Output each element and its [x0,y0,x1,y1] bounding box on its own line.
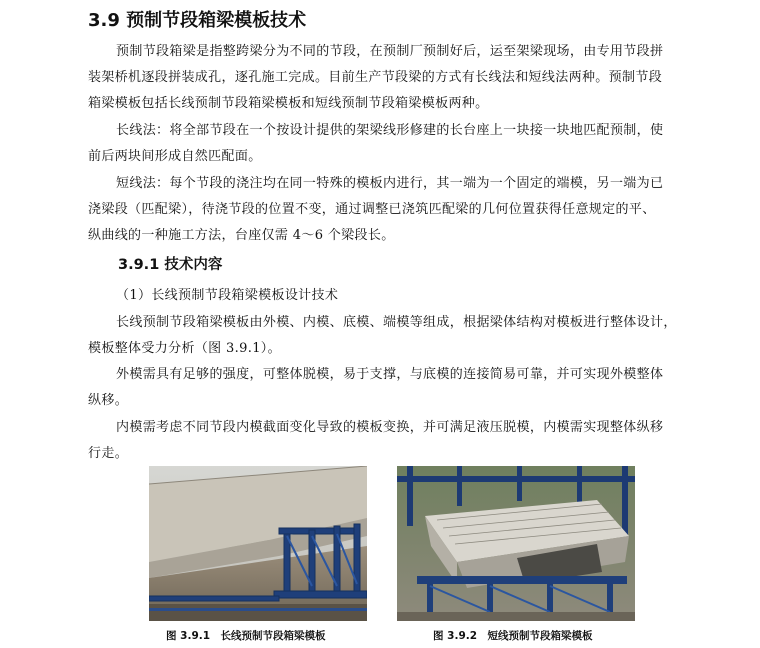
paragraph-line: 纵曲线的一种施工方法，台座仅需 4～6 个梁段长。 [88,228,395,243]
paragraph-line: 浇梁段（匹配梁），待浇节段的位置不变，通过调整已浇筑匹配梁的几何位置获得任意规定的平、 [88,202,656,217]
section-heading: 3.9 预制节段箱梁模板技术 [88,10,307,31]
figure-caption: 图 3.9.1 长线预制节段箱梁模板 [166,630,326,642]
photo-illustration [397,466,635,621]
paragraph-line: 内模需考虑不同节段内模截面变化导致的模板变换，并可满足液压脱模，内模需实现整体纵移 [116,420,664,435]
paragraph-line: 预制节段箱梁是指整跨梁分为不同的节段，在预制厂预制好后，运至架梁现场，由专用节段拼 [116,44,664,59]
paragraph-line: 长线预制节段箱梁模板由外模、内模、底模、端模等组成，根据梁体结构对模板进行整体设计， [116,315,677,330]
figure-photo-long-line-formwork [149,466,367,621]
paragraph-line: 短线法：每个节段的浇注均在同一特殊的模板内进行，其一端为一个固定的端模，另一端为已 [116,176,664,191]
paragraph-line: 前后两块间形成自然匹配面。 [88,149,262,164]
list-item-heading: （1）长线预制节段箱梁模板设计技术 [116,288,339,303]
figure-caption: 图 3.9.2 短线预制节段箱梁模板 [433,630,593,642]
paragraph-line: 箱梁模板包括长线预制节段箱梁模板和短线预制节段箱梁模板两种。 [88,96,489,111]
photo-illustration [149,466,367,621]
paragraph-line: 长线法：将全部节段在一个按设计提供的架梁线形修建的长台座上一块接一块地匹配预制，使 [116,123,664,138]
subsection-heading: 3.9.1 技术内容 [118,257,223,273]
paragraph-line: 装架桥机逐段拼装成孔，逐孔施工完成。目前生产节段梁的方式有长线法和短线法两种。预制节段 [88,70,663,85]
paragraph-line: 行走。 [88,446,129,461]
figure-photo-short-line-formwork [397,466,635,621]
paragraph-line: 外模需具有足够的强度，可整体脱模，易于支撑，与底模的连接简易可靠，并可实现外模整体 [116,367,664,382]
paragraph-line: 模板整体受力分析（图 3.9.1）。 [88,341,282,356]
paragraph-line: 纵移。 [88,393,129,408]
